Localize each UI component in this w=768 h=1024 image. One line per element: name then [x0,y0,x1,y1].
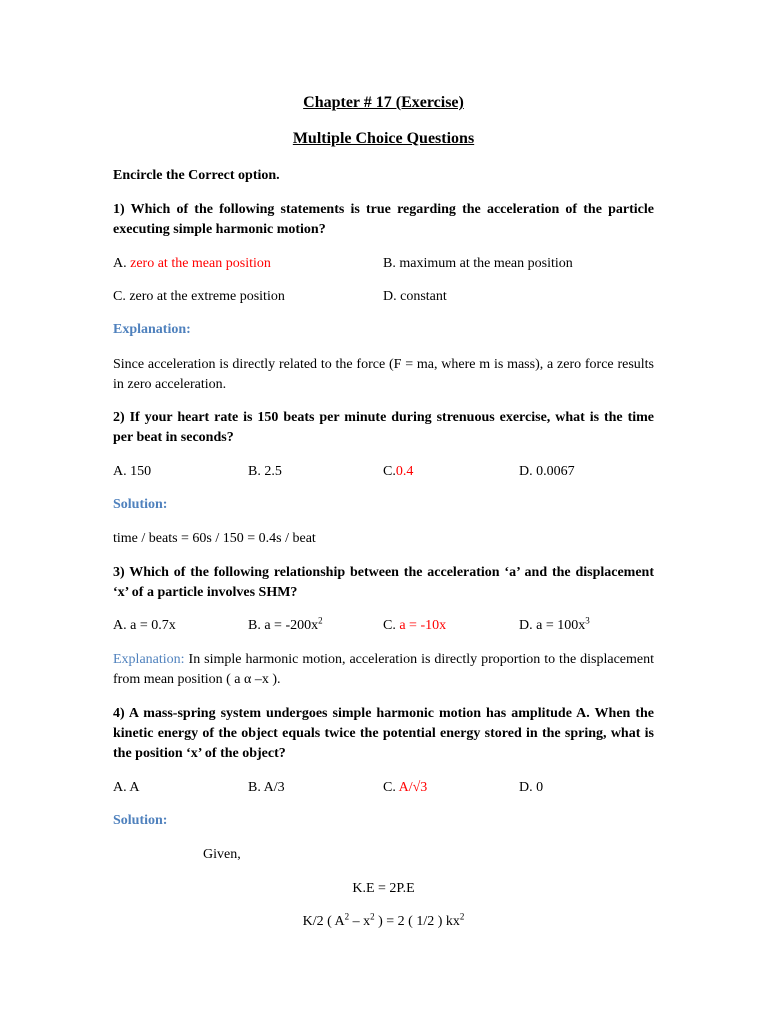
q3-explanation [113,650,654,690]
question-1-options-row-2 [113,287,654,307]
q4-equation-2: K/2 ( $A^2 - x^2$ ) = 2 ( 1/2 ) $kx^2$ [302,911,465,929]
q2-option-a: A. 150 [113,464,152,479]
q3-explanation-label: Explanation: [113,652,185,667]
q1-explanation-text: Since acceleration is directly related to the force (F = ma, where m is mass), a zero force results in zero acceleration. [113,357,654,392]
q2-option-b: B. 2.5 [248,464,282,479]
q4-given-text: Given, [203,847,241,862]
q3-option-c: C. a = -10x [383,618,447,633]
q4-option-c: C. A/√3 [383,780,428,795]
q3-explanation-text: In simple harmonic motion, acceleration is directly proportion to the displacement from mean position ( a α –x ). [113,652,655,687]
q2-solution-text: time / beats = 60s / 150 = 0.4s / beat [113,531,316,546]
chapter-title: Chapter # 17 (Exercise) [303,94,464,111]
question-1-options-row-1 [113,254,654,274]
question-3-text: 3) Which of the following relationship between the acceleration ‘a’ and the displacement ‘x’ of a particle involves SHM? [113,565,654,600]
q4-option-a: A. A [113,780,140,795]
q4-option-d: D. 0 [519,780,544,795]
q4-solution-label: Solution: [113,813,168,828]
q2-solution-label: Solution: [113,497,168,512]
question-4-text: 4) A mass-spring system undergoes simple harmonic motion has amplitude A. When the kinetic energy of the object equals twice the potential energy stored in the spring, what is the position ‘x’ of the object? [113,706,654,761]
question-4-options-row [113,778,654,798]
q4-equation-1: K.E = 2P.E [352,881,415,896]
q1-option-d: D. constant [383,289,447,304]
q3-option-b: B. $a = -200x^2$ [248,615,323,633]
section-title: Multiple Choice Questions [292,130,475,147]
question-2-text: 2) If your heart rate is 150 beats per minute during strenuous exercise, what is the time per beat in seconds? [113,410,654,445]
q2-option-c: C.0.4 [383,464,414,479]
q1-explanation-label: Explanation: [113,322,191,337]
q1-option-a: A. zero at the mean position [113,256,271,271]
question-3-options-row [113,616,654,636]
q2-option-d: D. 0.0067 [519,464,575,479]
question-2-options-row [113,462,654,482]
q4-option-b: B. A/3 [248,780,285,795]
question-1-text: 1) Which of the following statements is true regarding the acceleration of the particle executing simple harmonic motion? [113,202,654,237]
q1-option-c: C. zero at the extreme position [113,289,285,304]
q1-option-b: B. maximum at the mean position [383,256,573,271]
instruction-text: Encircle the Correct option. [113,168,280,183]
q3-option-a: A. a = 0.7x [113,618,176,633]
q3-option-d: D. $a = 100x^3$ [519,615,590,633]
